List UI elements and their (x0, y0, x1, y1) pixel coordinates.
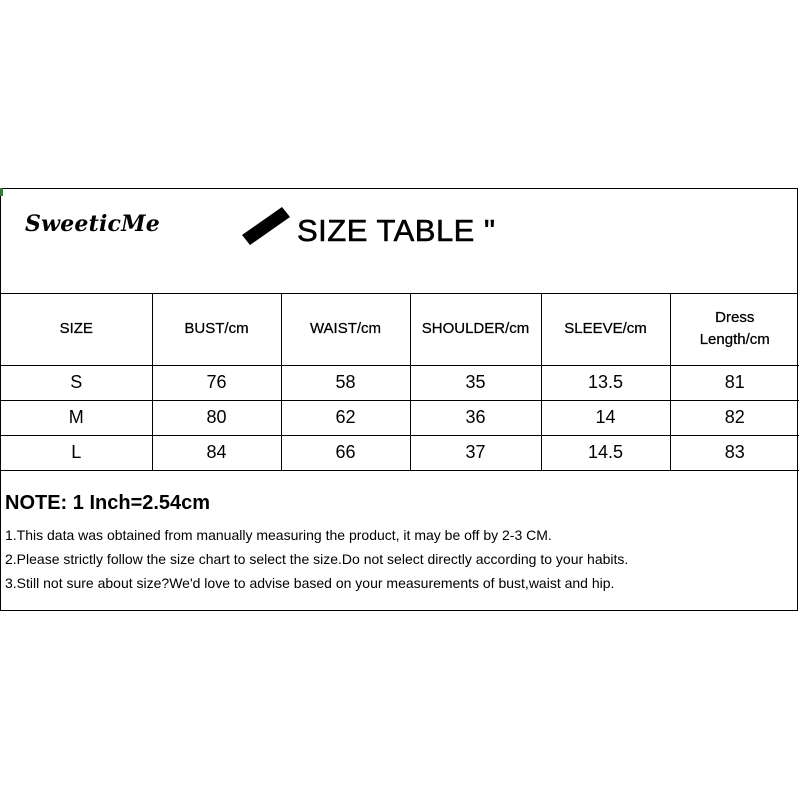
table-cell: M (1, 400, 152, 435)
table-cell: 62 (281, 400, 410, 435)
table-cell: 66 (281, 435, 410, 470)
header-dress-length (670, 294, 799, 365)
table-cell: 81 (670, 365, 799, 400)
note-line: 1.This data was obtained from manually measuring the product, it may be off by 2-3 CM. (5, 527, 552, 543)
table-cell: 36 (410, 400, 541, 435)
note-line: 3.Still not sure about size?We'd love to advise based on your measurements of bust,waist and hip. (5, 575, 615, 591)
table-cell: 76 (152, 365, 281, 400)
table-cell: 58 (281, 365, 410, 400)
table-cell: 37 (410, 435, 541, 470)
table-header-row (1, 294, 799, 365)
table-cell: L (1, 435, 152, 470)
size-table (1, 294, 799, 471)
header-bust: BUST/cm (152, 294, 281, 365)
table-row (1, 365, 799, 400)
page-title: SIZE TABLE " (297, 213, 496, 248)
header-dress-length-label: Dress Length/cm (699, 309, 770, 349)
table-cell: 14 (541, 400, 670, 435)
table-cell: S (1, 365, 152, 400)
table-cell: 13.5 (541, 365, 670, 400)
header-waist: WAIST/cm (281, 294, 410, 365)
table-cell: 35 (410, 365, 541, 400)
notes-section (5, 491, 628, 595)
table-cell: 14.5 (541, 435, 670, 470)
chart-header (1, 189, 797, 294)
brand-logo: SweeticMe (25, 211, 160, 237)
header-sleeve: SLEEVE/cm (541, 294, 670, 365)
header-shoulder: SHOULDER/cm (410, 294, 541, 365)
size-chart-frame (0, 188, 798, 611)
table-cell: 84 (152, 435, 281, 470)
table-cell: 80 (152, 400, 281, 435)
table-cell: 83 (670, 435, 799, 470)
table-row (1, 400, 799, 435)
slash-icon (240, 205, 296, 245)
table-cell: 82 (670, 400, 799, 435)
header-size: SIZE (1, 294, 152, 365)
note-line: 2.Please strictly follow the size chart to select the size.Do not select directly according to your habits. (5, 551, 629, 567)
note-title: NOTE: 1 Inch=2.54cm (5, 492, 211, 514)
table-row (1, 435, 799, 470)
